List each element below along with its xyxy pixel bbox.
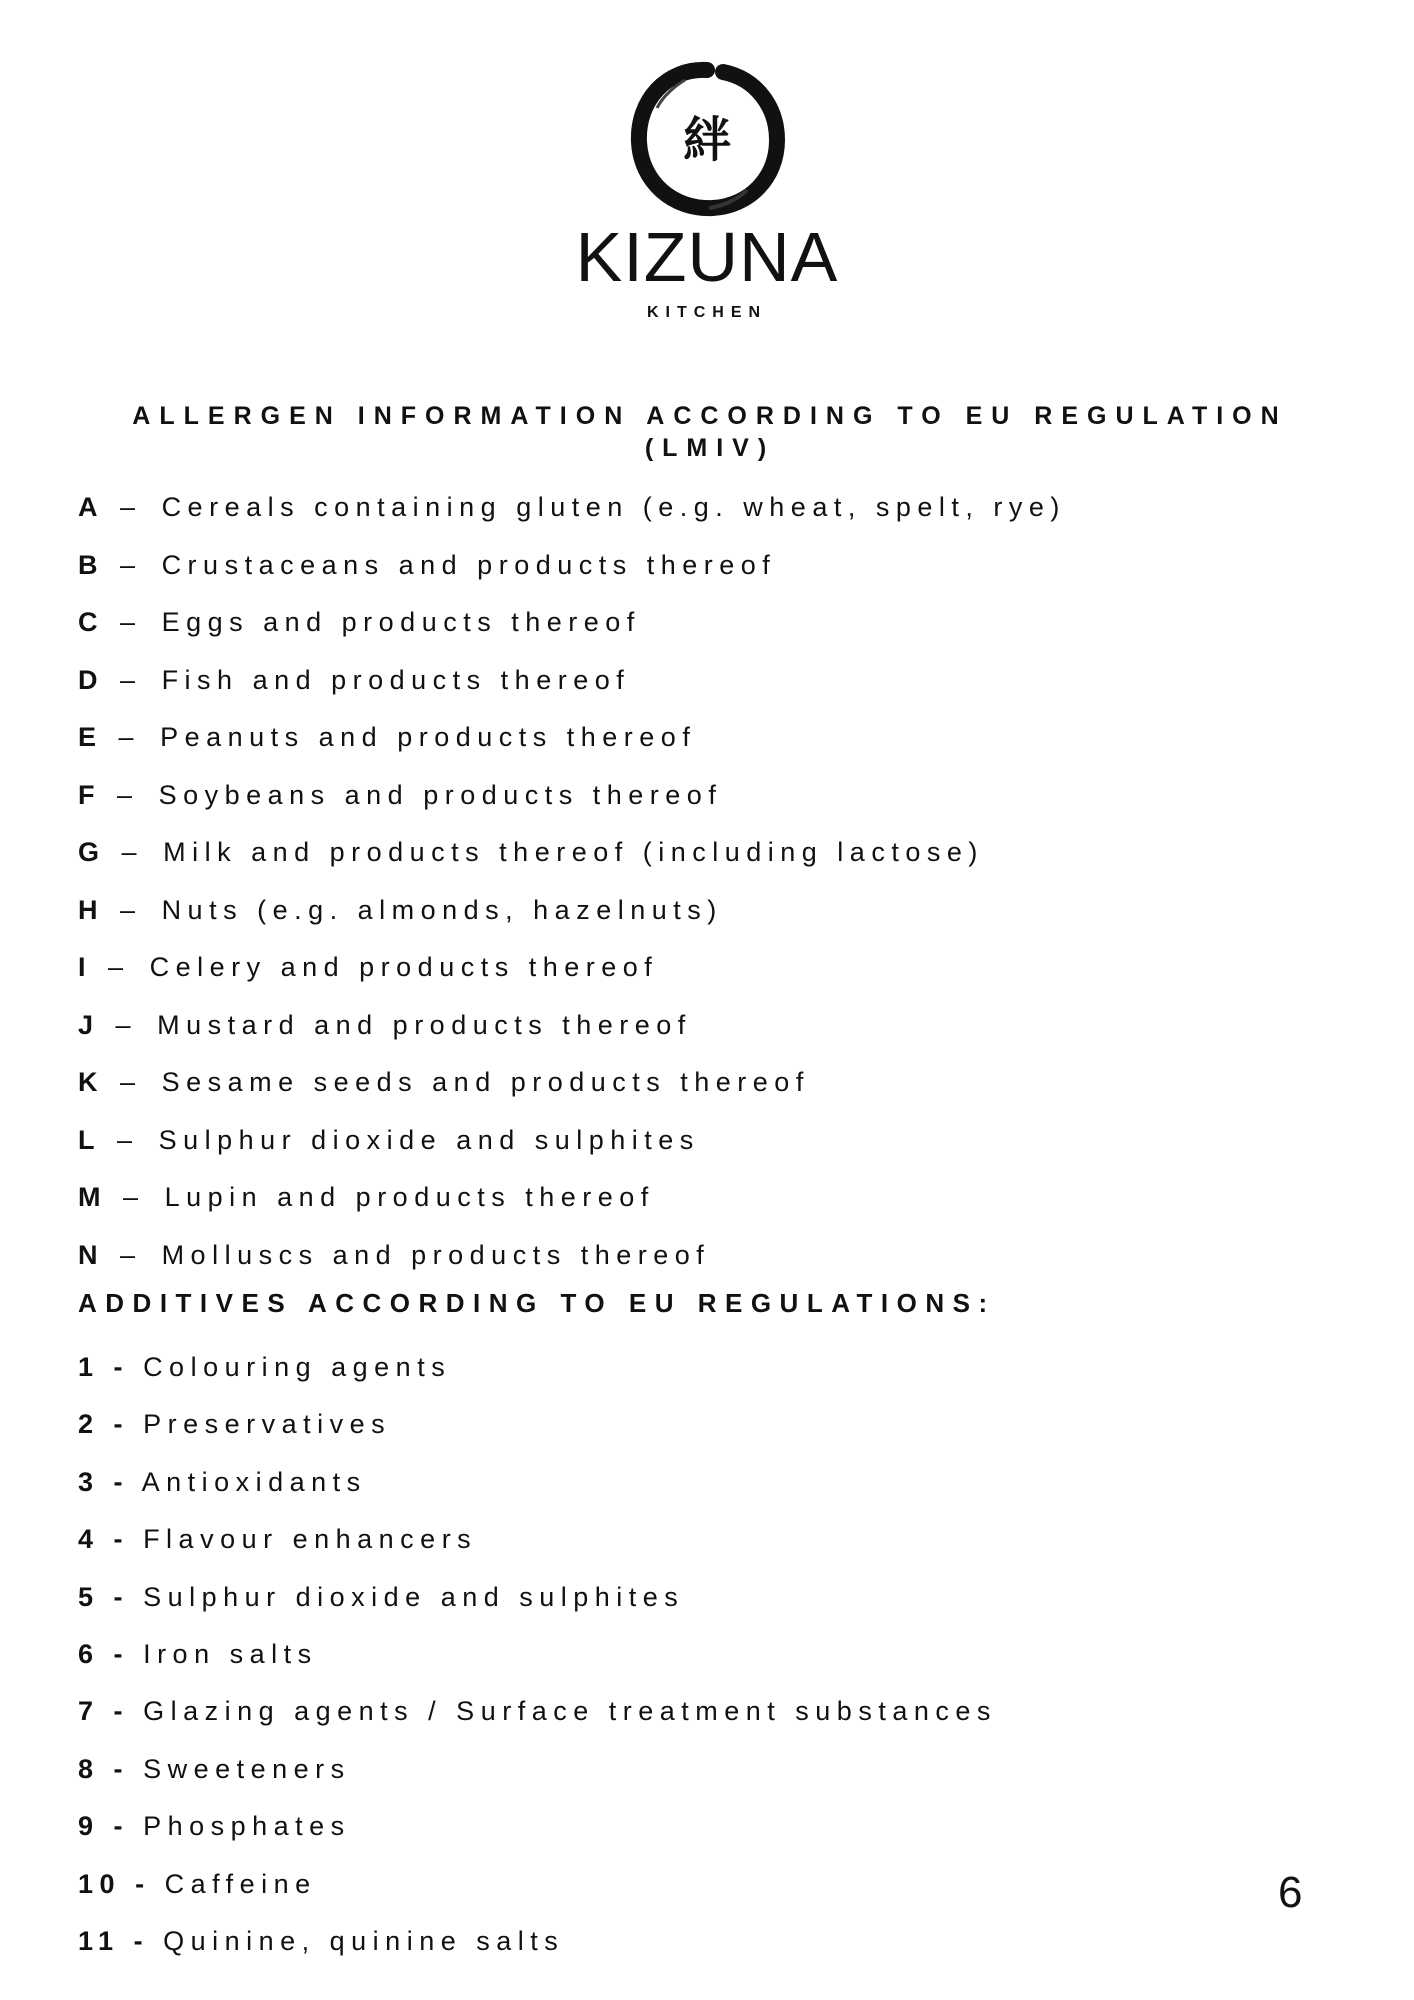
allergen-item: [78, 485, 1328, 543]
additive-code: 1: [78, 1352, 100, 1382]
separator: -: [113, 1524, 130, 1555]
allergen-list: [78, 485, 1328, 1290]
allergen-item: [78, 658, 1328, 716]
separator: –: [120, 894, 142, 925]
separator: –: [120, 664, 142, 695]
allergen-code: M: [78, 1182, 107, 1212]
allergen-code: L: [78, 1124, 101, 1155]
separator: –: [120, 549, 142, 580]
allergen-item: [78, 543, 1328, 601]
additive-code: 10: [78, 1868, 122, 1899]
additive-item: [78, 1402, 1328, 1459]
allergen-text: Crustaceans and products thereof: [161, 549, 777, 580]
additive-item: [78, 1575, 1328, 1632]
separator: –: [120, 1067, 142, 1097]
allergen-text: Soybeans and products thereof: [158, 779, 723, 810]
allergen-text: Milk and products thereof (including lactose): [163, 837, 984, 867]
additive-text: Colouring agents: [143, 1352, 452, 1382]
separator: –: [108, 952, 130, 982]
additive-text: Sweeteners: [143, 1753, 351, 1784]
additive-text: Iron salts: [143, 1638, 318, 1669]
allergen-item: [78, 715, 1328, 773]
brand-subtitle: KITCHEN: [646, 304, 768, 321]
allergen-item: [78, 1118, 1328, 1176]
allergen-text: Cereals containing gluten (e.g. wheat, spelt, rye): [161, 492, 1066, 522]
additive-text: Antioxidants: [141, 1466, 367, 1497]
allergen-item: [78, 945, 1328, 1003]
allergen-code: J: [78, 1009, 100, 1040]
additive-text: Flavour enhancers: [143, 1524, 478, 1555]
allergen-code: N: [78, 1239, 104, 1270]
allergen-code: I: [78, 952, 93, 982]
allergen-text: Celery and products thereof: [149, 952, 659, 982]
allergen-section-title: ALLERGEN INFORMATION ACCORDING TO EU REGULATION (LMIV): [132, 402, 1288, 462]
allergen-text: Nuts (e.g. almonds, hazelnuts): [161, 894, 723, 925]
additive-code: 8: [78, 1753, 100, 1784]
additive-text: Preservatives: [143, 1409, 392, 1440]
separator: -: [113, 1466, 130, 1497]
logo-glyph: 絆: [682, 112, 732, 168]
additive-item: [78, 1862, 1328, 1919]
separator: –: [120, 1239, 142, 1270]
additive-item: [78, 1747, 1328, 1804]
separator: –: [117, 779, 139, 810]
allergen-code: G: [78, 837, 106, 867]
allergen-text: Sesame seeds and products thereof: [161, 1067, 810, 1097]
page-number: 6: [1278, 1868, 1303, 1917]
additive-item: [78, 1804, 1328, 1861]
additive-text: Sulphur dioxide and sulphites: [143, 1581, 685, 1612]
additive-code: 2: [78, 1409, 100, 1440]
allergen-text: Eggs and products thereof: [161, 607, 641, 637]
separator: –: [120, 492, 142, 522]
allergen-item: [78, 1060, 1328, 1118]
additive-code: 4: [78, 1524, 100, 1555]
separator: -: [113, 1638, 130, 1669]
allergen-text: Fish and products thereof: [161, 664, 631, 695]
allergen-code: E: [78, 722, 103, 752]
additive-text: Phosphates: [143, 1811, 351, 1842]
allergen-code: D: [78, 664, 104, 695]
allergen-code: B: [78, 549, 104, 580]
additive-code: 3: [78, 1466, 100, 1497]
separator: –: [120, 607, 142, 637]
allergen-item: [78, 773, 1328, 831]
allergen-code: C: [78, 607, 104, 637]
separator: –: [123, 1182, 145, 1212]
additive-item: [78, 1919, 1328, 1976]
separator: -: [113, 1581, 130, 1612]
allergen-item: [78, 1233, 1328, 1291]
additives-list: [78, 1345, 1328, 1976]
allergen-item: [78, 888, 1328, 946]
allergen-item: [78, 1175, 1328, 1233]
additive-item: [78, 1460, 1328, 1517]
allergen-text: Lupin and products thereof: [164, 1182, 655, 1212]
separator: -: [135, 1868, 151, 1899]
allergen-text: Mustard and products thereof: [157, 1009, 692, 1040]
allergen-code: F: [78, 779, 101, 810]
additive-code: 7: [78, 1696, 100, 1727]
allergen-item: [78, 1003, 1328, 1061]
additive-code: 5: [78, 1581, 100, 1612]
allergen-text: Molluscs and products thereof: [161, 1239, 711, 1270]
separator: –: [118, 722, 141, 752]
allergen-code: A: [78, 492, 104, 522]
separator: -: [113, 1352, 130, 1382]
separator: –: [117, 1124, 139, 1155]
allergen-code: K: [78, 1067, 104, 1097]
additive-code: 9: [78, 1811, 100, 1842]
separator: -: [113, 1409, 130, 1440]
separator: –: [121, 837, 144, 867]
allergen-item: [78, 830, 1328, 888]
separator: -: [113, 1753, 130, 1784]
allergen-code: H: [78, 894, 104, 925]
additive-text: Quinine, quinine salts: [163, 1925, 565, 1956]
additive-item: [78, 1345, 1328, 1402]
brand-name: KIZUNA: [575, 218, 839, 296]
additive-code: 11: [78, 1925, 120, 1956]
brand-header: [0, 60, 1414, 322]
additive-text: Caffeine: [164, 1868, 317, 1899]
allergen-item: [78, 600, 1328, 658]
separator: –: [115, 1009, 138, 1040]
separator: -: [113, 1811, 130, 1842]
additive-text: Glazing agents / Surface treatment substances: [143, 1696, 997, 1727]
separator: -: [113, 1696, 130, 1727]
additives-section-title: ADDITIVES ACCORDING TO EU REGULATIONS:: [78, 1288, 996, 1318]
additive-item: [78, 1689, 1328, 1746]
additive-item: [78, 1517, 1328, 1574]
allergen-text: Sulphur dioxide and sulphites: [158, 1124, 700, 1155]
additive-code: 6: [78, 1638, 100, 1669]
separator: -: [133, 1925, 150, 1956]
enso-circle-kanji-logo-icon: [627, 60, 787, 220]
allergen-text: Peanuts and products thereof: [160, 722, 697, 752]
additive-item: [78, 1632, 1328, 1689]
